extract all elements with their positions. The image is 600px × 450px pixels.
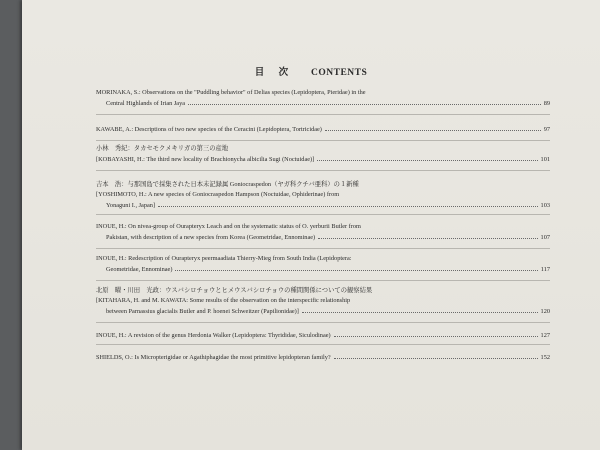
- contents-entry: [96, 180, 550, 211]
- entry-divider: [96, 170, 550, 171]
- dot-leader: [317, 154, 537, 161]
- page-number: 120: [540, 308, 550, 315]
- dot-leader: [318, 232, 537, 239]
- entry-divider: [96, 280, 550, 281]
- contents-entry: [96, 88, 550, 109]
- dot-leader: [175, 264, 537, 271]
- contents-entry: [96, 124, 550, 135]
- contents-entry: [96, 330, 550, 341]
- page-number: 117: [540, 266, 550, 273]
- entry-line: MORINAKA, S.: Observations on the "Puddling behavior" of Delias species (Lepidoptera, Pieridae) in the: [96, 89, 366, 96]
- dot-leader: [188, 98, 541, 105]
- entry-line: 小林 秀紀：タカセモクメキリガの第三の産地: [96, 145, 229, 152]
- heading-japanese: 目 次: [254, 68, 295, 78]
- entry-line: Yonaguni I., Japan]: [106, 202, 156, 209]
- entry-line: Pakistan, with description of a new species from Korea (Geometridae, Ennominae): [106, 234, 316, 241]
- entry-divider: [96, 114, 550, 115]
- page-number: 101: [540, 156, 550, 163]
- dot-leader: [334, 352, 538, 359]
- entry-divider: [96, 248, 550, 249]
- page-number: 103: [540, 202, 550, 209]
- entry-line: INOUE, H.: On nivea-group of Ourapteryx Leach and on the systematic status of O. yerburii Butler from: [96, 223, 361, 230]
- entry-divider: [96, 140, 550, 141]
- entry-lead-line: [96, 352, 550, 363]
- entry-line: between Parnassius glacialis Butler and P. hoenei Schweitzer (Papilionidae)]: [106, 308, 299, 315]
- page-number: 97: [543, 126, 550, 133]
- page-number: 107: [540, 234, 550, 241]
- entry-line: 吉本 浩：与那国島で採集された日本未記録属 Goniocraspedon（ヤガ科クチバ亜科）の１新種: [96, 181, 359, 188]
- dot-leader: [334, 330, 538, 337]
- entry-divider: [96, 322, 550, 323]
- entry-lead-line: [96, 98, 550, 109]
- entry-line: [KOBAYASHI, H.: The third new locality of Brachionycha albicilia Sugi (Noctuidae)]: [96, 156, 315, 163]
- entry-lead-line: [96, 124, 550, 135]
- contents-heading: [22, 64, 600, 78]
- dot-leader: [325, 124, 541, 131]
- contents-entry: [96, 352, 550, 363]
- entry-lead-line: [96, 200, 550, 211]
- entry-divider: [96, 214, 550, 215]
- entry-line: Geometridae, Ennominae): [106, 266, 173, 273]
- heading-english: CONTENTS: [311, 68, 368, 78]
- entry-line: INOUE, H.: Redescription of Ourapteryx peermaadiata Thierry-Mieg from South India (Lepidoptera:: [96, 255, 352, 262]
- document-page: [22, 0, 600, 450]
- entry-line: [YOSHIMOTO, H.: A new species of Goniocraspedon Hampson (Noctuidae, Ophiderinae) from: [96, 191, 340, 198]
- entry-lead-line: [96, 330, 550, 341]
- entry-lead-line: [96, 306, 550, 317]
- dot-leader: [302, 306, 538, 313]
- contents-entry: [96, 222, 550, 243]
- entry-line: SHIELDS, O.: Is Micropterigidae or Agathiphagidae the most primitive lepidopteran family?: [96, 354, 331, 361]
- page-number: 89: [543, 100, 550, 107]
- entry-line: [KITAHARA, H. and M. KAWATA: Some results of the observation on the interspecific relationship: [96, 297, 351, 304]
- entry-line: KAWABE, A.: Descriptions of two new species of the Ceracini (Lepidoptera, Tortricidae): [96, 126, 322, 133]
- entry-line: Central Highlands of Irian Jaya: [106, 100, 186, 107]
- contents-entry: [96, 144, 550, 165]
- entry-divider: [96, 344, 550, 345]
- entry-line: INOUE, H.: A revision of the genus Herdonia Walker (Lepidoptera: Thyrididae, Siculodinae): [96, 332, 331, 339]
- entry-lead-line: [96, 264, 550, 275]
- contents-entry: [96, 286, 550, 317]
- dot-leader: [158, 200, 538, 207]
- entry-lead-line: [96, 154, 550, 165]
- page-number: 127: [540, 332, 550, 339]
- entry-lead-line: [96, 232, 550, 243]
- page-number: 152: [540, 354, 550, 361]
- entry-line: 北原 曜・川田 光政：ウスバシロチョウとヒメウスバシロチョウの種間関係についての観察結果: [96, 287, 373, 294]
- contents-entry: [96, 254, 550, 275]
